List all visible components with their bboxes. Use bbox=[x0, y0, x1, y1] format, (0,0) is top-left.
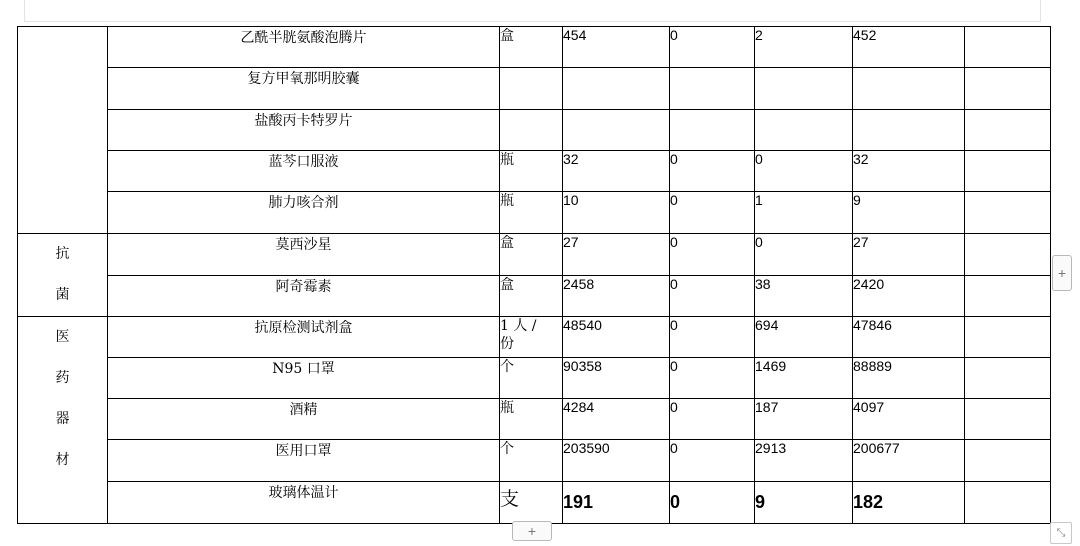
value-cell bbox=[965, 68, 1051, 110]
unit-cell: 瓶 bbox=[500, 399, 563, 440]
drug-name-cell: 蓝芩口服液 bbox=[108, 151, 500, 192]
table-row bbox=[18, 358, 1051, 399]
value-cell bbox=[563, 68, 670, 110]
value-cell: 38 bbox=[755, 275, 853, 317]
table-row bbox=[18, 110, 1051, 151]
drug-name-cell: 肺力咳合剂 bbox=[108, 192, 500, 234]
value-cell: 88889 bbox=[853, 358, 965, 399]
table-row bbox=[18, 440, 1051, 482]
category-cell-empty bbox=[18, 27, 108, 234]
value-cell: 48540 bbox=[563, 317, 670, 358]
value-cell: 187 bbox=[755, 399, 853, 440]
value-cell: 0 bbox=[670, 440, 755, 482]
unit-cell bbox=[500, 68, 563, 110]
value-cell bbox=[965, 110, 1051, 151]
table-row bbox=[18, 399, 1051, 440]
table-row bbox=[18, 275, 1051, 317]
unit-cell: 瓶 bbox=[500, 151, 563, 192]
value-cell: 27 bbox=[853, 234, 965, 276]
drug-name-cell: 医用口罩 bbox=[108, 440, 500, 482]
value-cell: 0 bbox=[670, 151, 755, 192]
drug-name-cell: 莫西沙星 bbox=[108, 234, 500, 276]
value-cell: 203590 bbox=[563, 440, 670, 482]
value-cell: 9 bbox=[853, 192, 965, 234]
category-char: 药 bbox=[55, 370, 70, 386]
value-cell: 27 bbox=[563, 234, 670, 276]
value-cell: 694 bbox=[755, 317, 853, 358]
unit-cell: 个 bbox=[500, 358, 563, 399]
value-cell: 47846 bbox=[853, 317, 965, 358]
unit-line: 份 bbox=[500, 336, 514, 352]
table-row bbox=[18, 482, 1051, 524]
page-top-edge bbox=[24, 0, 1041, 22]
value-cell: 0 bbox=[670, 27, 755, 68]
value-cell: 182 bbox=[853, 482, 965, 524]
value-cell bbox=[670, 68, 755, 110]
category-char: 抗 bbox=[55, 246, 70, 262]
value-cell bbox=[853, 68, 965, 110]
inventory-table bbox=[17, 26, 1051, 524]
table-row bbox=[18, 27, 1051, 68]
category-char: 菌 bbox=[55, 287, 70, 303]
value-cell bbox=[965, 317, 1051, 358]
drug-name-cell: 酒精 bbox=[108, 399, 500, 440]
value-cell: 452 bbox=[853, 27, 965, 68]
value-cell: 0 bbox=[670, 234, 755, 276]
value-cell bbox=[965, 151, 1051, 192]
value-cell: 4284 bbox=[563, 399, 670, 440]
unit-cell: 瓶 bbox=[500, 192, 563, 234]
value-cell: 0 bbox=[670, 482, 755, 524]
unit-cell: 盒 bbox=[500, 234, 563, 276]
value-cell: 0 bbox=[670, 275, 755, 317]
table-row bbox=[18, 192, 1051, 234]
drug-name-cell: 乙酰半胱氨酸泡腾片 bbox=[108, 27, 500, 68]
add-row-button[interactable]: + bbox=[512, 521, 552, 541]
value-cell bbox=[965, 234, 1051, 276]
value-cell bbox=[563, 110, 670, 151]
unit-cell: 盒 bbox=[500, 275, 563, 317]
value-cell: 1469 bbox=[755, 358, 853, 399]
value-cell: 200677 bbox=[853, 440, 965, 482]
add-column-button[interactable]: + bbox=[1052, 255, 1072, 291]
category-char: 材 bbox=[55, 452, 70, 468]
value-cell bbox=[965, 482, 1051, 524]
unit-cell: 个 bbox=[500, 440, 563, 482]
value-cell: 191 bbox=[563, 482, 670, 524]
drug-name-cell: 盐酸丙卡特罗片 bbox=[108, 110, 500, 151]
value-cell: 0 bbox=[755, 234, 853, 276]
unit-cell bbox=[500, 317, 563, 358]
value-cell: 1 bbox=[755, 192, 853, 234]
value-cell bbox=[755, 110, 853, 151]
drug-name-cell: 复方甲氧那明胶囊 bbox=[108, 68, 500, 110]
value-cell bbox=[965, 275, 1051, 317]
value-cell bbox=[755, 68, 853, 110]
value-cell: 2 bbox=[755, 27, 853, 68]
value-cell bbox=[853, 110, 965, 151]
value-cell bbox=[670, 110, 755, 151]
value-cell: 454 bbox=[563, 27, 670, 68]
table-row bbox=[18, 151, 1051, 192]
table-row bbox=[18, 317, 1051, 358]
table-row bbox=[18, 68, 1051, 110]
value-cell: 2458 bbox=[563, 275, 670, 317]
drug-name-cell: 抗原检测试剂盒 bbox=[108, 317, 500, 358]
value-cell: 0 bbox=[670, 317, 755, 358]
unit-cell bbox=[500, 110, 563, 151]
value-cell: 0 bbox=[670, 358, 755, 399]
drug-name-cell: 玻璃体温计 bbox=[108, 482, 500, 524]
value-cell bbox=[965, 358, 1051, 399]
value-cell: 2420 bbox=[853, 275, 965, 317]
value-cell: 0 bbox=[755, 151, 853, 192]
value-cell: 10 bbox=[563, 192, 670, 234]
value-cell bbox=[965, 192, 1051, 234]
value-cell: 32 bbox=[853, 151, 965, 192]
value-cell: 0 bbox=[670, 399, 755, 440]
value-cell bbox=[965, 399, 1051, 440]
category-medical-equipment bbox=[18, 317, 108, 524]
value-cell: 4097 bbox=[853, 399, 965, 440]
category-char: 器 bbox=[55, 411, 70, 427]
drug-name-cell: N95 口罩 bbox=[108, 358, 500, 399]
value-cell: 90358 bbox=[563, 358, 670, 399]
unit-line: 1 人 / bbox=[500, 318, 537, 334]
value-cell: 9 bbox=[755, 482, 853, 524]
unit-cell: 盒 bbox=[500, 27, 563, 68]
value-cell bbox=[965, 27, 1051, 68]
unit-cell: 支 bbox=[500, 482, 563, 524]
table-resize-handle-icon[interactable]: ⤡ bbox=[1050, 522, 1072, 544]
value-cell bbox=[965, 440, 1051, 482]
drug-name-cell: 阿奇霉素 bbox=[108, 275, 500, 317]
value-cell: 2913 bbox=[755, 440, 853, 482]
value-cell: 0 bbox=[670, 192, 755, 234]
table-row bbox=[18, 234, 1051, 276]
value-cell: 32 bbox=[563, 151, 670, 192]
category-antibacterial bbox=[18, 234, 108, 317]
category-char: 医 bbox=[55, 329, 70, 345]
